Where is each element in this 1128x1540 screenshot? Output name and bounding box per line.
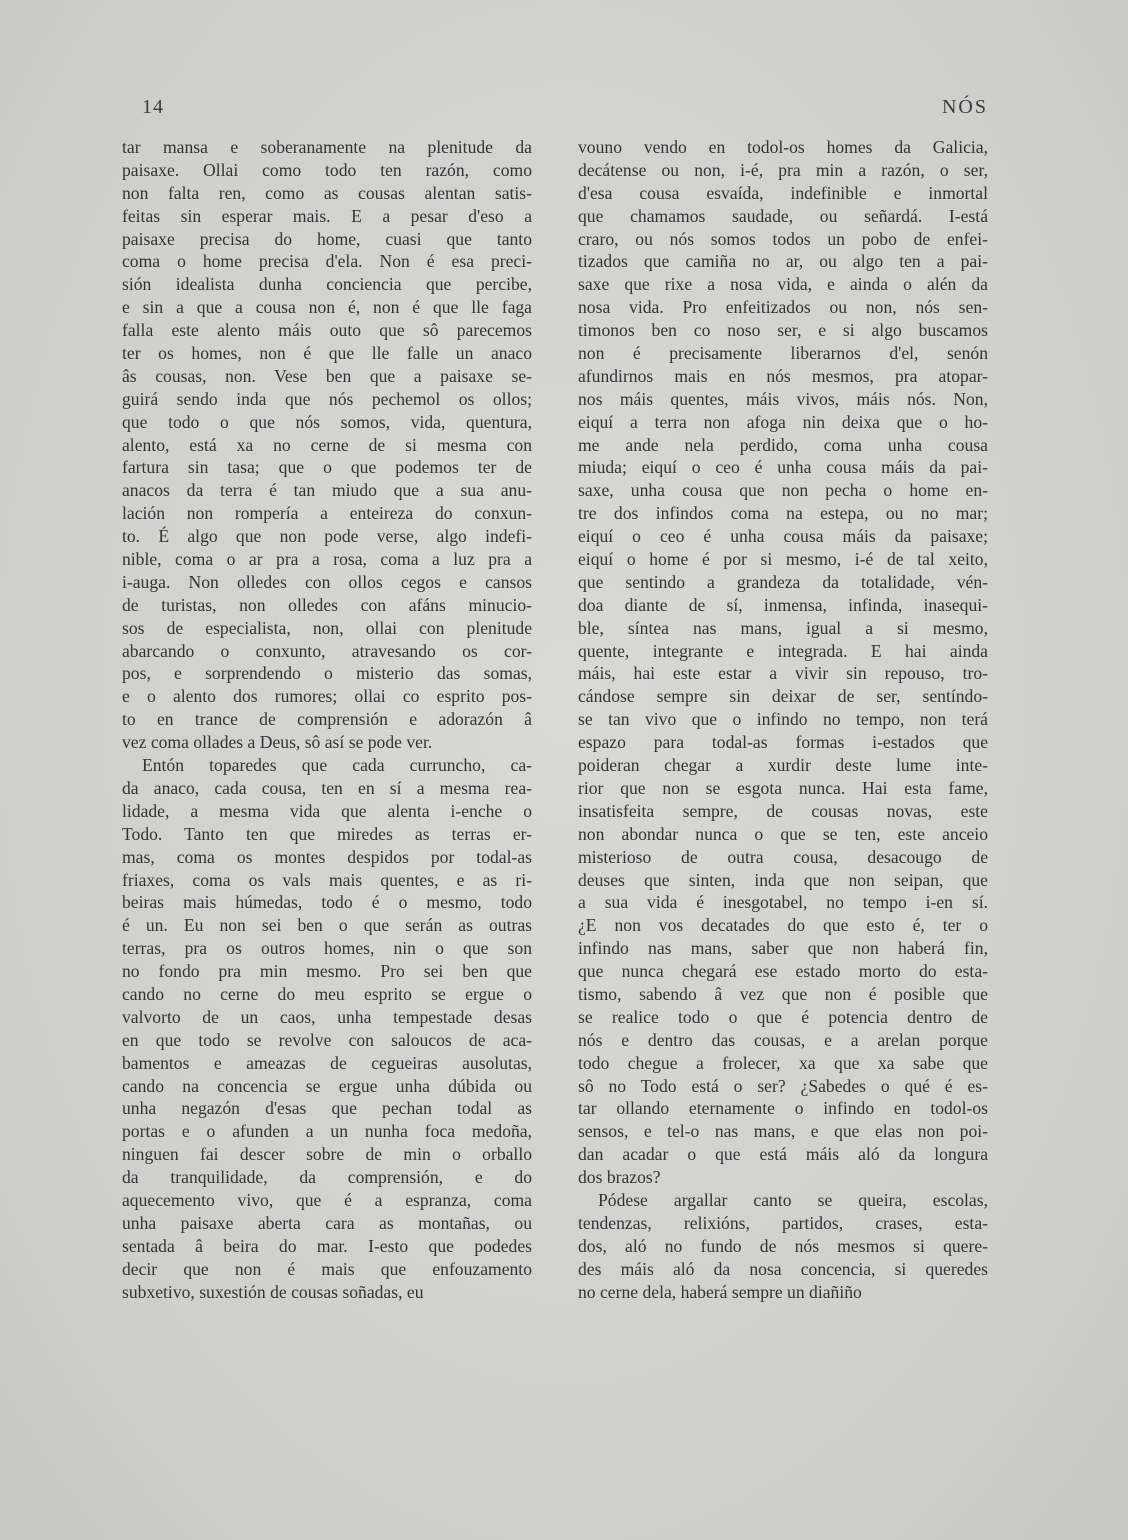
text-line: de turistas, non olledes con afáns minucio-: [122, 594, 532, 615]
text-line: infindo nas mans, saber que non haberá fin,: [578, 938, 988, 959]
text-line: fartura sin tasa; que o que podemos ter de: [122, 457, 532, 478]
right-text-column: [578, 136, 988, 1303]
text-line: lidade, a mesma vida que alenta i-enche o: [122, 800, 532, 821]
text-line: no cerne dela, haberá sempre un diañiño: [578, 1281, 862, 1302]
text-line: i-auga. Non olledes con ollos cegos e cansos: [122, 571, 532, 592]
page-number: 14: [142, 96, 164, 118]
text-line: unha negazón d'esas que pechan todal as: [122, 1098, 532, 1119]
text-line: ninguen fai descer sobre de min o orballo: [122, 1144, 532, 1165]
text-line: quente, integrante e integrada. E hai ainda: [578, 640, 988, 661]
text-line: insatisfeita sempre, de cousas novas, este: [578, 800, 988, 821]
text-line: lación non rompería a enteireza do conxun-: [122, 503, 532, 524]
left-text-column: [122, 136, 532, 1303]
text-line: ¿E non vos decatades do que esto é, ter o: [578, 915, 988, 936]
text-line: decir que non é mais que enfouzamento: [122, 1258, 532, 1279]
text-line: todo chegue a frolecer, xa que xa sabe que: [578, 1052, 988, 1073]
text-line: rior que non se esgota nunca. Hai esta fame,: [578, 777, 988, 798]
text-line: non abondar nunca o que se ten, este anceio: [578, 823, 988, 844]
text-line: se realice todo o que é potencia dentro de: [578, 1006, 988, 1027]
text-line: to. É algo que non pode verse, algo indefi-: [122, 526, 532, 547]
text-line: terras, pra os outros homes, nin o que son: [122, 938, 532, 959]
text-line: miuda; eiquí o ceo é unha cousa máis da pai-: [578, 457, 988, 478]
text-line: valvorto de un caos, unha tempestade desas: [122, 1006, 532, 1027]
text-line: timonos ben co noso ser, e si algo buscamos: [578, 320, 988, 341]
text-line: ble, síntea nas mans, igual a si mesmo,: [578, 617, 988, 638]
text-line: pos, e sorprendendo o misterio das somas,: [122, 663, 532, 684]
text-line: afundirnos mais en nós mesmos, pra atopar-: [578, 365, 988, 386]
text-line: tar ollando eternamente o infindo en todol-os: [578, 1098, 988, 1119]
text-line: nós e dentro das cousas, e a arelan porque: [578, 1029, 988, 1050]
text-line: des máis aló da nosa concencia, si queredes: [578, 1258, 988, 1279]
text-line: doa diante de sí, inmensa, infinda, inasequi-: [578, 594, 988, 615]
text-line: me ande nela perdido, coma unha cousa: [578, 434, 988, 455]
text-line: sos de especialista, non, ollai con plenitude: [122, 617, 532, 638]
text-line: nible, coma o ar pra a rosa, coma a luz pra a: [122, 549, 532, 570]
text-line: cando no cerne do meu esprito se ergue o: [122, 983, 532, 1004]
text-line: nosa vida. Pro enfeitizados ou non, nós sen-: [578, 297, 988, 318]
text-line: friaxes, coma os vals mais quentes, e as ri-: [122, 869, 532, 890]
text-line: deuses que sinten, inda que non seipan, que: [578, 869, 988, 890]
text-line: sô no Todo está o ser? ¿Sabedes o qué é es-: [578, 1075, 988, 1096]
text-line: anacos da terra é tan miudo que a sua anu-: [122, 480, 532, 501]
text-line: ter os homes, non é que lle falle un anaco: [122, 343, 532, 364]
text-line: sensos, e tel-o nas mans, e que elas non poi-: [578, 1121, 988, 1142]
text-line: falla este alento máis outo que sô parecemos: [122, 320, 532, 341]
text-line: dos brazos?: [578, 1167, 661, 1188]
text-line: dos, aló no fundo de nós mesmos si quere-: [578, 1235, 988, 1256]
text-line: subxetivo, suxestión de cousas soñadas, eu: [122, 1281, 424, 1302]
text-line: máis, hai este estar a vivir sin repouso, tro-: [578, 663, 988, 684]
text-line: vez coma ollades a Deus, sô así se pode ver.: [122, 732, 433, 753]
text-line: to en trance de comprensión e adorazón â: [122, 709, 532, 730]
text-line: sentada â beira do mar. I-esto que podedes: [122, 1235, 532, 1256]
text-line: aquecemento vivo, que é a espranza, coma: [122, 1189, 532, 1210]
text-line: saxe que rixe a nosa vida, e ainda o alén da: [578, 274, 988, 295]
text-line: Entón toparedes que cada curruncho, ca-: [142, 755, 532, 776]
text-line: vouno vendo en todol-os homes da Galicia,: [578, 137, 988, 157]
text-line: tendenzas, relixións, partidos, crases, esta-: [578, 1212, 988, 1233]
text-line: saxe, unha cousa que non pecha o home en-: [578, 480, 988, 501]
text-line: coma o home precisa d'ela. Non é esa preci-: [122, 251, 532, 272]
journal-title: NÓS: [941, 96, 988, 118]
text-line: no fondo pra min mesmo. Pro sei ben que: [122, 961, 532, 982]
text-line: cando na concencia se ergue unha dúbida ou: [122, 1075, 532, 1096]
text-line: tizados que camiña no ar, ou algo ten a pai-: [578, 251, 988, 272]
text-line: eiquí a terra non afoga nin deixa que o ho-: [578, 411, 988, 432]
text-line: mas, coma os montes despidos por todal-as: [122, 846, 532, 867]
text-line: craro, ou nós somos todos un pobo de enfei-: [578, 228, 988, 249]
text-line: que nunca chegará ese estado morto do esta-: [578, 961, 988, 982]
text-line: abarcando o conxunto, atravesando os cor-: [122, 640, 532, 661]
text-line: paisaxe. Ollai como todo ten razón, como: [122, 159, 532, 180]
text-line: tre dos infindos coma na estepa, ou no mar;: [578, 503, 988, 524]
text-line: nos máis quentes, máis vivos, máis nós. Non,: [578, 388, 988, 409]
text-line: cándose sempre sin deixar de ser, sentíndo-: [578, 686, 988, 707]
text-line: tar mansa e soberanamente na plenitude da: [122, 137, 532, 157]
text-line: que chamamos saudade, ou señardá. I-está: [578, 205, 988, 226]
text-line: da tranquilidade, da comprensión, e do: [122, 1167, 532, 1188]
text-line: en que todo se revolve con saloucos de aca-: [122, 1029, 532, 1050]
text-line: bamentos e ameazas de cegueiras ausolutas,: [122, 1052, 532, 1073]
text-line: non é precisamente liberarnos d'el, senón: [578, 343, 988, 364]
text-line: portas e o afunden a un nunha foca medoña,: [122, 1121, 532, 1142]
text-line: tismo, sabendo â vez que non é posible que: [578, 983, 988, 1004]
text-line: poideran chegar a xurdir deste lume inte-: [578, 755, 988, 776]
text-line: alento, está xa no cerne de si mesma con: [122, 434, 532, 455]
text-line: guirá sendo inda que nós pechemol os ollos;: [122, 388, 532, 409]
text-line: non falta ren, como as cousas alentan satis-: [122, 182, 532, 203]
text-line: âs cousas, non. Vese ben que a paisaxe se-: [122, 365, 532, 386]
text-line: Todo. Tanto ten que miredes as terras er-: [122, 823, 532, 844]
text-line: feitas sin esperar mais. E a pesar d'eso a: [122, 205, 532, 226]
text-line: unha paisaxe aberta cara as montañas, ou: [122, 1212, 532, 1233]
text-line: da anaco, cada cousa, ten en sí a mesma rea-: [122, 777, 532, 798]
text-line: que sentindo a grandeza da totalidade, vén-: [578, 571, 988, 592]
text-line: se tan vivo que o infindo no tempo, non terá: [578, 709, 988, 730]
text-line: é un. Eu non sei ben o que serán as outras: [122, 915, 532, 936]
text-line: e o alento dos rumores; ollai co esprito pos-: [122, 686, 532, 707]
text-line: d'esa cousa esvaída, indefinible e inmortal: [578, 182, 988, 203]
text-line: dan acadar o que está máis aló da longura: [578, 1144, 988, 1165]
text-line: Pódese argallar canto se queira, escolas,: [598, 1189, 988, 1210]
text-line: e sin a que a cousa non é, non é que lle faga: [122, 297, 532, 318]
text-line: a sua vida é inesgotabel, no tempo i-en sí.: [578, 892, 988, 913]
text-line: espazo para todal-as formas i-estados que: [578, 732, 988, 753]
text-line: decátense ou non, i-é, pra min a razón, o ser,: [578, 159, 988, 180]
text-line: paisaxe precisa do home, cuasi que tanto: [122, 228, 532, 249]
text-line: eiquí o ceo é unha cousa máis da paisaxe;: [578, 526, 988, 547]
text-line: eiquí o home é por si mesmo, i-é de tal xeito,: [578, 549, 988, 570]
text-line: beiras mais húmedas, todo é o mesmo, todo: [122, 892, 532, 913]
text-line: que todo o que nós somos, vida, quentura,: [122, 411, 532, 432]
text-line: misterioso de outra cousa, desacougo de: [578, 846, 988, 867]
text-line: sión idealista dunha conciencia que percibe,: [122, 274, 532, 295]
